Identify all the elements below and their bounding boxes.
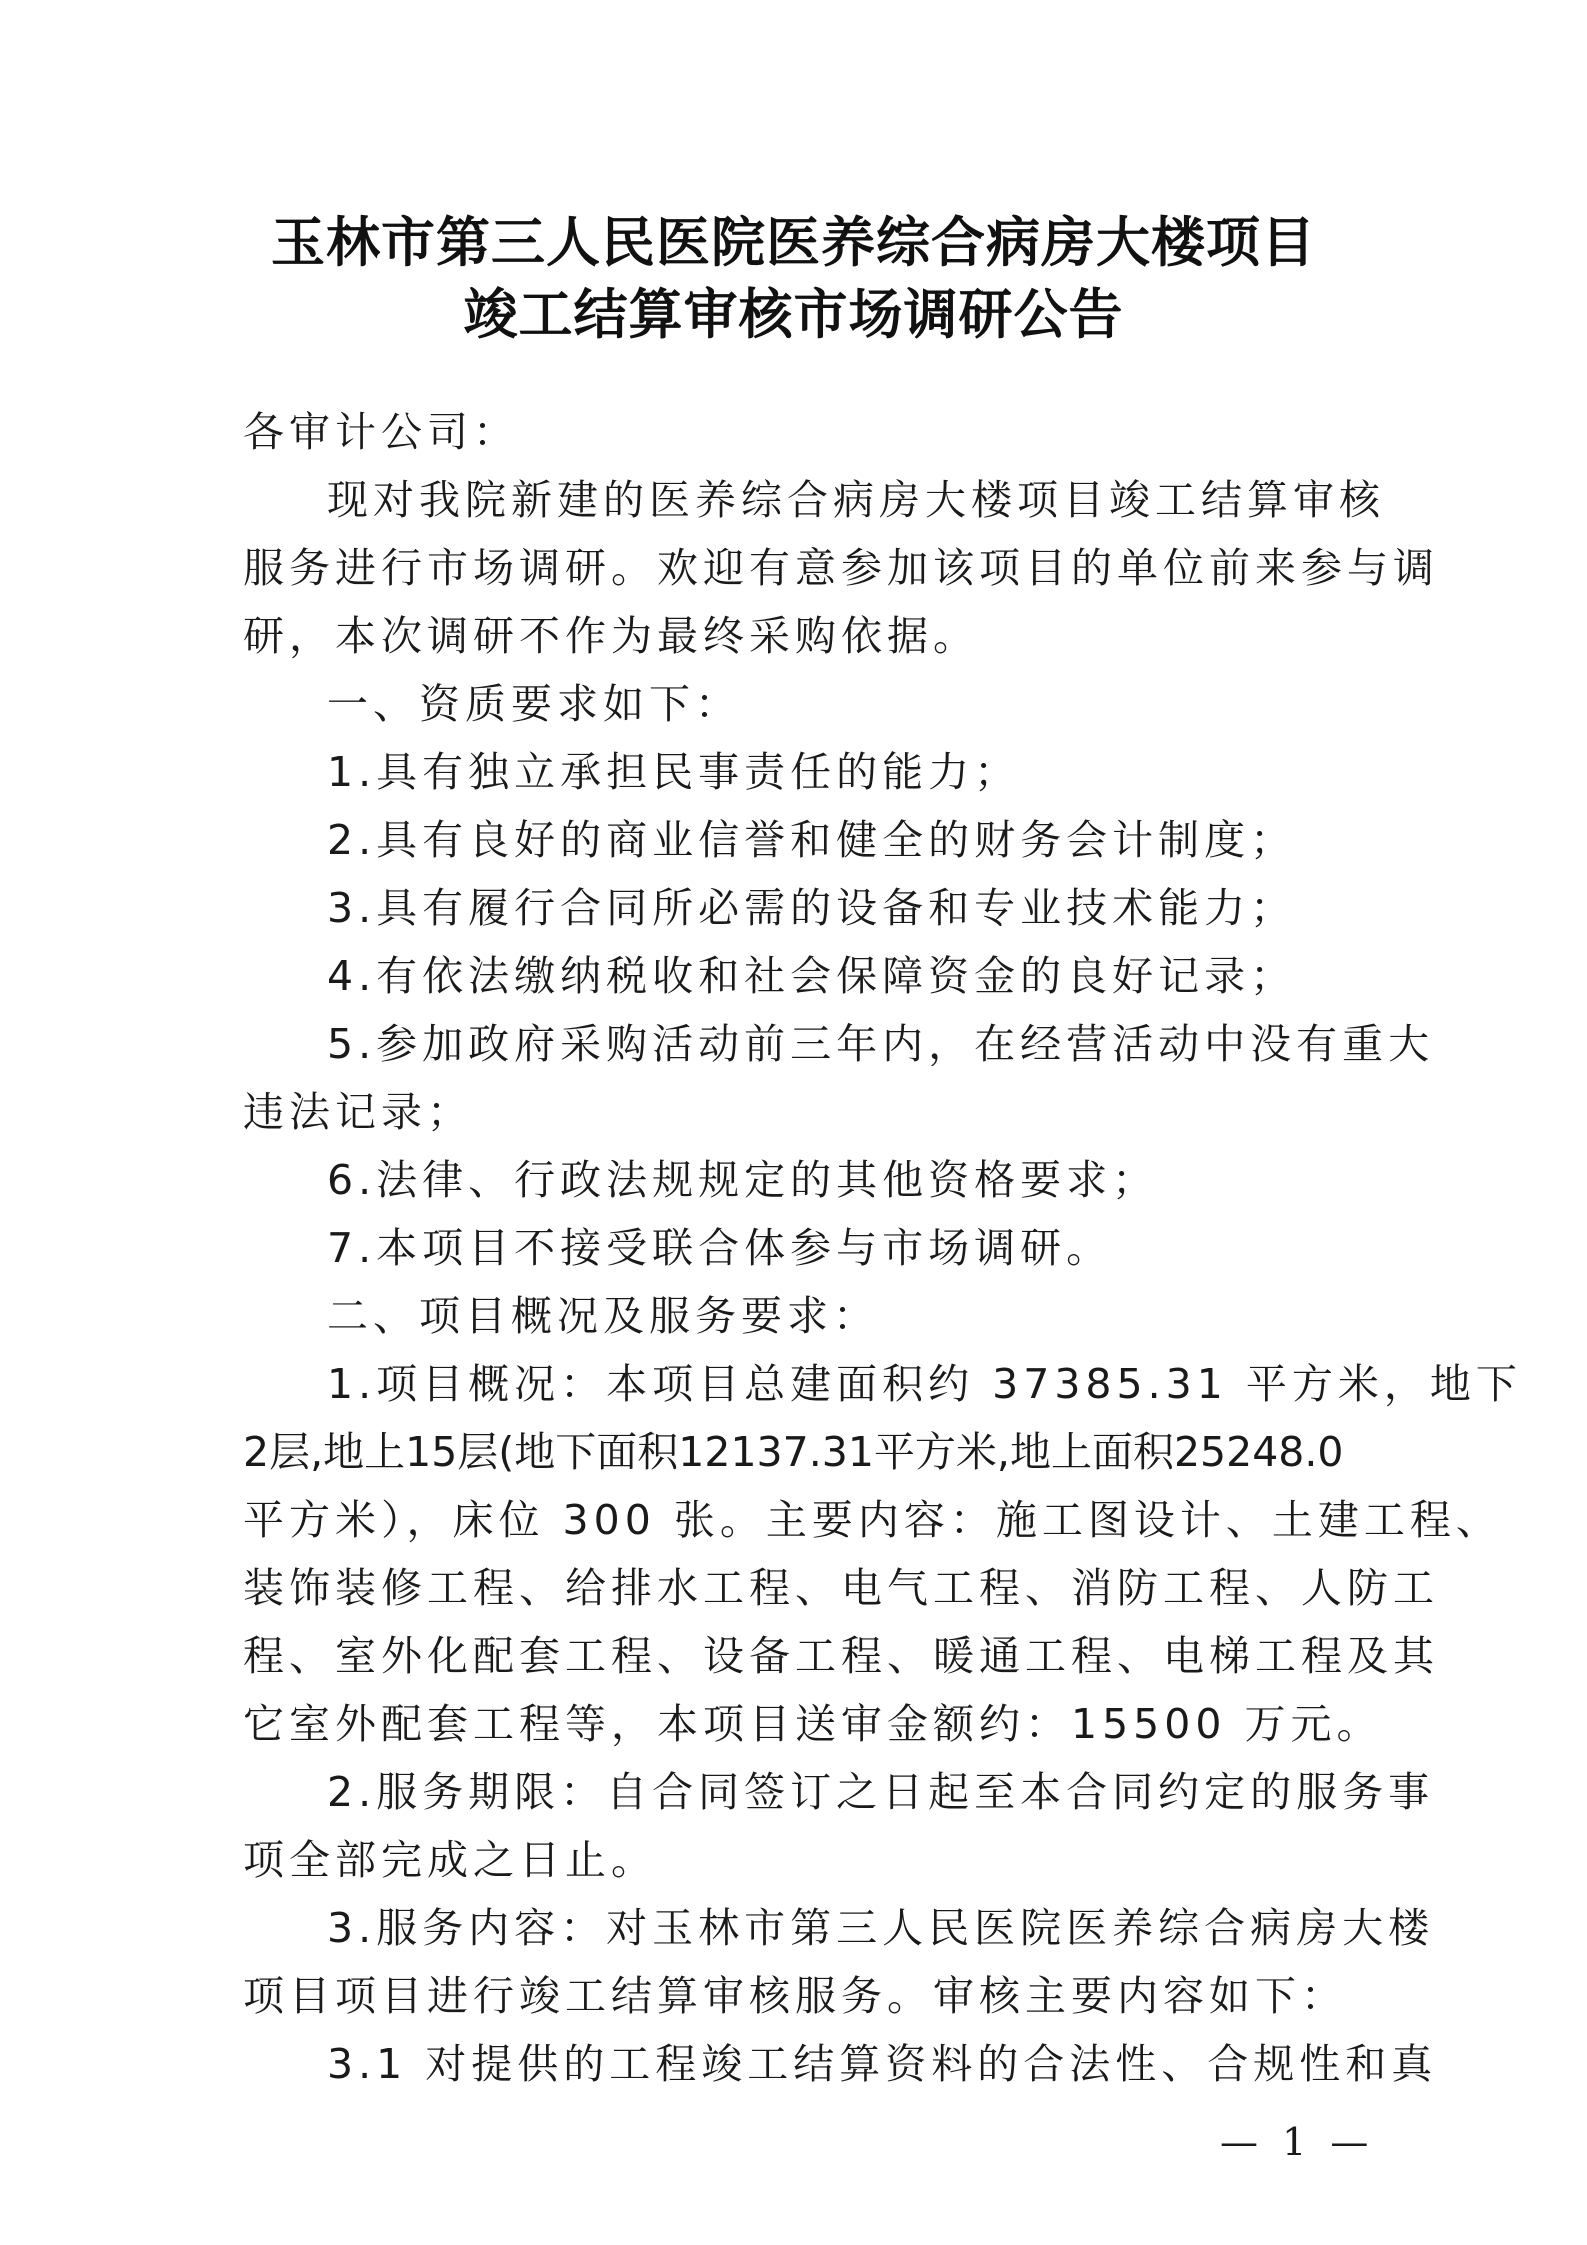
body-line: 现对我院新建的医养综合病房大楼项目竣工结算审核 [327,476,1385,524]
body-line: 5.参加政府采购活动前三年内，在经营活动中没有重大 [327,1020,1435,1068]
section-heading-qualifications: 一、资质要求如下： [327,680,741,728]
body-line: 4.有依法缴纳税收和社会保障资金的良好记录； [327,952,1297,1000]
body-line: 项目项目进行竣工结算审核服务。审核主要内容如下： [243,1972,1347,2020]
salutation: 各审计公司： [243,408,519,456]
body-line: 6.法律、行政法规规定的其他资格要求； [327,1156,1159,1204]
page-number: — 1 — [1220,2120,1375,2164]
body-line: 3.服务内容：对玉林市第三人民医院医养综合病房大楼 [327,1904,1435,1952]
body-line: 7.本项目不接受联合体参与市场调研。 [327,1224,1113,1272]
body-line: 服务进行市场调研。欢迎有意参加该项目的单位前来参与调 [243,544,1439,592]
document-title-line-1: 玉林市第三人民医院医养综合病房大楼项目 [271,210,1316,274]
body-line: 2.具有良好的商业信誉和健全的财务会计制度； [327,816,1297,864]
body-line: 3.1 对提供的工程竣工结算资料的合法性、合规性和真 [327,2040,1438,2088]
document-title-line-2: 竣工结算审核市场调研公告 [463,282,1124,346]
body-line: 它室外配套工程等，本项目送审金额约：15500 万元。 [243,1700,1383,1748]
body-line: 2层,地上15层(地下面积12137.31平方米,地上面积25248.0 [243,1428,1344,1476]
body-line: 平方米），床位 300 张。主要内容：施工图设计、土建工程、 [243,1496,1502,1544]
section-heading-project-overview: 二、项目概况及服务要求： [327,1292,879,1340]
body-line: 违法记录； [243,1088,473,1136]
body-line: 研，本次调研不作为最终采购依据。 [243,612,979,660]
body-line: 1.具有独立承担民事责任的能力； [327,748,1021,796]
body-line: 程、室外化配套工程、设备工程、暖通工程、电梯工程及其 [243,1632,1439,1680]
body-line: 2.服务期限：自合同签订之日起至本合同约定的服务事 [327,1768,1435,1816]
body-line: 3.具有履行合同所必需的设备和专业技术能力； [327,884,1297,932]
body-line: 1.项目概况：本项目总建面积约 37385.31 平方米，地下 [327,1360,1522,1408]
body-line: 装饰装修工程、给排水工程、电气工程、消防工程、人防工 [243,1564,1439,1612]
body-line: 项全部完成之日止。 [243,1836,657,1884]
